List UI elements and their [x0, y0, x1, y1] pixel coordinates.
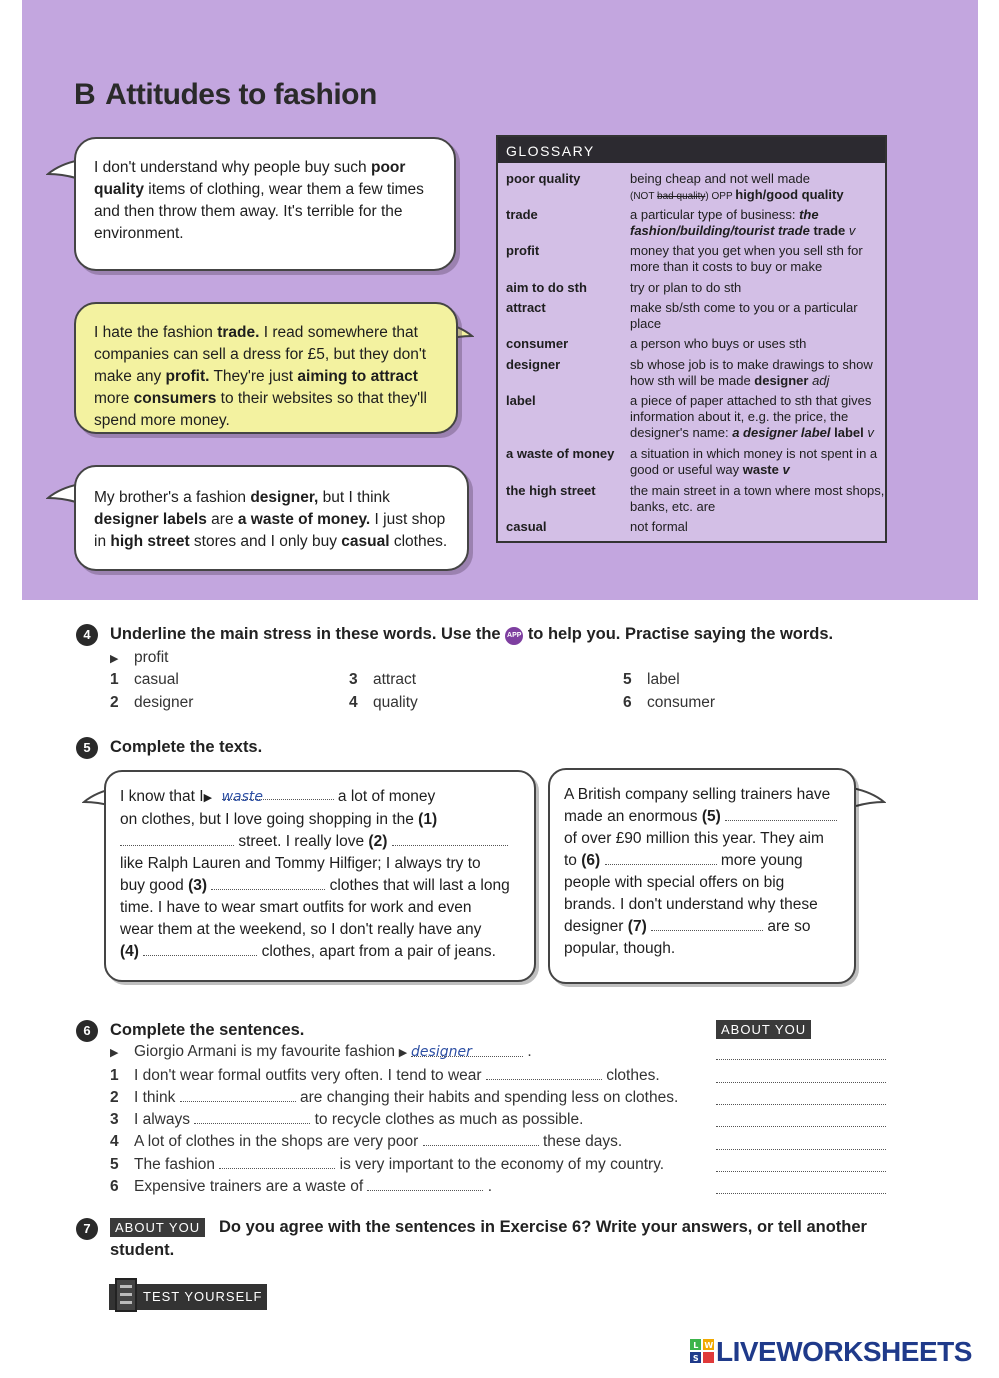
test-yourself-label: TEST YOURSELF — [143, 1289, 263, 1304]
text: time. I have to wear smart outfits for work and even — [120, 899, 472, 916]
exercise-4-number: 4 — [76, 624, 98, 646]
bubble-1-text-1: I don't understand why people buy such — [94, 159, 371, 176]
keyword-designer: designer, — [250, 489, 319, 506]
item-text: is very important to the economy of my country. — [339, 1156, 665, 1173]
item-text: I don't wear formal outfits very often. I tend to wear — [134, 1067, 482, 1084]
keyword-waste-of-money: a waste of money. — [237, 511, 371, 528]
glossary-term: attract — [506, 300, 546, 315]
arrow-icon: ▶ — [110, 653, 119, 665]
glossary-def-text: sb whose job is to make drawings to show how sth will be made — [630, 357, 873, 388]
exercise-4-item — [623, 671, 680, 689]
exercise-6-title: Complete the sentences. — [110, 1021, 305, 1039]
glossary-def-text: a piece of paper attached to sth that gives information about it, e.g. the price, the designer's name: — [630, 393, 872, 440]
glossary-definition — [630, 207, 885, 239]
text: on clothes, but I love going shopping in the — [120, 811, 414, 828]
text: a lot of money — [337, 788, 436, 805]
text: are so — [767, 918, 811, 935]
section-title-text: Attitudes to fashion — [105, 78, 377, 111]
answer-blank-7[interactable] — [651, 917, 763, 931]
bubble-3-text-5: stores and I only buy — [189, 533, 342, 550]
item-number: 4 — [110, 1133, 119, 1150]
glossary-def-bold: high/good quality — [735, 187, 844, 202]
glossary-term: casual — [506, 519, 547, 534]
text: popular, though. — [564, 940, 676, 957]
example-answer: waste — [221, 789, 264, 805]
item-text: Expensive trainers are a waste of — [134, 1178, 364, 1195]
glossary-definition — [630, 446, 885, 478]
item-number: 3 — [349, 671, 358, 688]
keyword-poor-quality: poor quality — [94, 159, 406, 198]
text-box-right — [548, 768, 856, 984]
glossary-definition: try or plan to do sth — [630, 280, 742, 295]
glossary-def-pos: adj — [808, 373, 830, 388]
exercise-5-title: Complete the texts. — [110, 738, 263, 756]
glossary-def-bold: designer — [754, 373, 809, 388]
item-word[interactable]: consumer — [647, 694, 716, 711]
item-text: I think — [134, 1089, 176, 1106]
glossary-term: aim to do sth — [506, 280, 587, 295]
glossary-definition — [630, 171, 885, 205]
speech-bubble-2 — [74, 302, 458, 434]
glossary-def-example: the fashion/building/tourist trade — [630, 207, 819, 238]
section-title — [74, 78, 377, 112]
glossary-definition: money that you get when you sell sth for more than it costs to buy or make — [630, 243, 863, 274]
glossary-definition: a person who buys or uses sth — [630, 336, 807, 351]
gap-number: (6) — [581, 852, 601, 869]
bubble-2-text-5: to their websites so that they'll spend more money. — [94, 390, 427, 429]
glossary-def-example: a designer label — [732, 425, 831, 440]
arrow-icon: ▶ — [203, 792, 213, 804]
text: made an enormous — [564, 808, 698, 825]
glossary-term: designer — [506, 357, 561, 372]
glossary-def-pos: v — [778, 462, 790, 477]
gap-number: (3) — [188, 877, 208, 894]
test-yourself-badge[interactable] — [109, 1284, 267, 1310]
glossary-def-text: being cheap and not well made — [630, 171, 810, 186]
item-text: . — [487, 1178, 493, 1195]
about-you-line[interactable] — [716, 1149, 886, 1150]
item-number: 6 — [110, 1178, 119, 1195]
example-text-end: . — [527, 1043, 532, 1060]
bubble-3-text-3: are — [206, 511, 238, 528]
glossary-definition: the main street in a town where most shops, banks, etc. are — [630, 483, 885, 514]
glossary-term: poor quality — [506, 171, 581, 186]
glossary-definition: make sb/sth come to you or a particular place — [630, 300, 858, 331]
answer-blank[interactable] — [180, 1088, 296, 1102]
glossary-term: the high street — [506, 483, 596, 498]
example-text: Giorgio Armani is my favourite fashion — [134, 1043, 396, 1060]
gap-number: (1) — [418, 811, 438, 828]
exercise-5-number: 5 — [76, 737, 98, 759]
exercise-7-title-line2: student. — [110, 1241, 175, 1259]
about-you-tag: ABOUT YOU — [110, 1218, 205, 1237]
text: wear them at the weekend, so I don't really have any — [120, 921, 482, 938]
glossary-definition: not formal — [630, 519, 688, 534]
answer-blank[interactable] — [486, 1066, 602, 1080]
text: of over £90 million this year. They aim — [564, 830, 824, 847]
bubble-3-text-1: My brother's a fashion — [94, 489, 251, 506]
keyword-designer-labels: designer labels — [94, 511, 207, 528]
bubble-3-text-4: I just shop in — [94, 511, 446, 550]
item-number: 6 — [623, 694, 632, 711]
item-text: to recycle clothes as much as possible. — [314, 1111, 584, 1128]
about-you-line[interactable] — [716, 1059, 886, 1060]
bubble-2-text-4: more — [94, 390, 134, 407]
glossary-term: trade — [506, 207, 538, 222]
exercise-4-title — [110, 625, 833, 645]
item-text: I always — [134, 1111, 190, 1128]
bubble-3-text-2: but I think — [318, 489, 390, 506]
text-box-left — [104, 770, 536, 982]
item-number: 5 — [110, 1156, 119, 1173]
about-you-tag: ABOUT YOU — [716, 1020, 811, 1039]
glossary-def-bold: waste — [742, 462, 779, 477]
svg-text:W: W — [704, 1341, 713, 1350]
bubble-2-text-2: I read somewhere that companies can sell a dress for £5, but they don't make any — [94, 324, 427, 385]
about-you-line[interactable] — [716, 1082, 886, 1083]
glossary-term: consumer — [506, 336, 569, 351]
exercise-6-item — [110, 1066, 660, 1085]
glossary-def-pos: v — [863, 425, 874, 440]
glossary-definition — [630, 393, 885, 441]
item-number: 4 — [349, 694, 358, 711]
about-you-line[interactable] — [716, 1193, 886, 1194]
bubble-3-text-6: clothes. — [389, 533, 448, 550]
exercise-6-item — [110, 1155, 664, 1174]
answer-blank-6[interactable] — [605, 851, 717, 865]
glossary-def-note: (NOT — [630, 191, 658, 202]
gap-number: (7) — [627, 918, 647, 935]
answer-blank-1[interactable] — [120, 832, 234, 846]
text: street. I really love — [238, 833, 365, 850]
text-box-tail-right — [852, 784, 886, 808]
text: people with special offers on big — [564, 874, 785, 891]
text: I know that I — [120, 788, 204, 805]
item-text: The fashion — [134, 1156, 215, 1173]
item-word[interactable]: quality — [373, 694, 418, 711]
exercise-4-item — [110, 671, 179, 689]
glossary-term: label — [506, 393, 536, 408]
text: to — [564, 852, 577, 869]
glossary-def-strike: bad quality — [657, 191, 706, 202]
exercise-4-item — [349, 671, 416, 689]
bubble-2-text-1: I hate the fashion — [94, 324, 218, 341]
item-word[interactable]: designer — [134, 694, 194, 711]
answer-blank-4[interactable] — [143, 942, 257, 956]
arrow-icon: ▶ — [398, 1047, 408, 1059]
exercise-4-item — [349, 694, 418, 712]
keyword-trade: trade. — [217, 324, 260, 341]
answer-blank-2[interactable] — [392, 832, 508, 846]
text: clothes, apart from a pair of jeans. — [261, 943, 496, 960]
text: designer — [564, 918, 624, 935]
glossary-term: a waste of money — [506, 446, 615, 461]
glossary-def-bold: trade — [809, 223, 846, 238]
about-you-line[interactable] — [716, 1104, 886, 1105]
gap-number: (2) — [368, 833, 388, 850]
gap-number: (4) — [120, 943, 139, 960]
item-number: 1 — [110, 1067, 119, 1084]
exercise-4-item — [110, 694, 193, 712]
answer-blank[interactable] — [367, 1177, 483, 1191]
answer-blank-example — [411, 1043, 523, 1060]
text: like Ralph Lauren and Tommy Hilfiger; I always try to — [120, 855, 481, 872]
bubble-2-text-3: They're just — [209, 368, 298, 385]
item-word[interactable]: attract — [373, 671, 417, 688]
item-number: 2 — [110, 1089, 119, 1106]
keyword-casual: casual — [341, 533, 390, 550]
text: clothes that will last a long — [329, 877, 510, 894]
exercise-6-item — [110, 1132, 622, 1151]
page-edge — [978, 0, 999, 1378]
gap-number: (5) — [701, 808, 721, 825]
arrow-icon: ▶ — [110, 1047, 119, 1059]
answer-blank-5[interactable] — [725, 807, 837, 821]
exercise-6-item — [110, 1088, 678, 1107]
glossary-def-bold: label — [830, 425, 864, 440]
section-letter: B — [74, 78, 96, 111]
exercise-4-title-a: Underline the main stress in these words. Use the — [110, 625, 501, 643]
keyword-high-street: high street — [110, 533, 190, 550]
glossary-def-pos: v — [845, 223, 856, 238]
glossary-def-opp: ) OPP — [705, 191, 736, 202]
svg-text:S: S — [692, 1354, 699, 1363]
item-number: 3 — [110, 1111, 119, 1128]
speech-bubble-1 — [74, 137, 456, 271]
about-you-line[interactable] — [716, 1126, 886, 1127]
about-you-line[interactable] — [716, 1171, 886, 1172]
app-icon: APP — [505, 627, 523, 645]
exercise-4-title-b: to help you. Practise saying the words. — [527, 625, 834, 643]
text: buy good — [120, 877, 184, 894]
item-number: 5 — [623, 671, 632, 688]
exercise-6-item — [110, 1177, 492, 1196]
item-word[interactable]: label — [647, 671, 680, 688]
bubble-1-text-2: items of clothing, wear them a few times and then throw them away. It's terrible for the environment. — [94, 181, 424, 242]
answer-blank-3[interactable] — [211, 876, 325, 890]
notebook-icon — [115, 1278, 137, 1312]
speech-bubble-3 — [74, 465, 469, 571]
exercise-7-title: Do you agree with the sentences in Exercise 6? Write your answers, or tell another — [219, 1218, 867, 1236]
logo-cube-icon — [690, 1339, 714, 1363]
item-text: these days. — [542, 1133, 623, 1150]
text: more young — [720, 852, 803, 869]
glossary-definition — [630, 357, 885, 389]
answer-blank-example — [221, 786, 334, 805]
text: A British company selling trainers have — [564, 786, 831, 803]
item-word[interactable]: casual — [134, 671, 179, 688]
answer-blank[interactable] — [194, 1110, 310, 1124]
item-text: are changing their habits and spending less on clothes. — [299, 1089, 679, 1106]
item-number: 2 — [110, 694, 119, 711]
liveworksheets-logo — [690, 1336, 972, 1368]
item-text: clothes. — [606, 1067, 660, 1084]
exercise-4-item — [623, 694, 715, 712]
example-word: profit — [134, 649, 169, 666]
keyword-consumers: consumers — [133, 390, 217, 407]
exercise-6-number: 6 — [76, 1020, 98, 1042]
answer-blank[interactable] — [219, 1155, 335, 1169]
brand-text: LIVEWORKSHEETS — [716, 1336, 972, 1367]
exercise-7-number: 7 — [76, 1218, 98, 1240]
exercise-6-item — [110, 1110, 583, 1129]
glossary-term: profit — [506, 243, 540, 258]
example-answer: designer — [411, 1044, 472, 1060]
text: brands. I don't understand why these — [564, 896, 818, 913]
glossary-def-text: a particular type of business: — [630, 207, 800, 222]
exercise-4-example — [110, 649, 168, 667]
item-number: 1 — [110, 671, 119, 688]
item-text: A lot of clothes in the shops are very poor — [134, 1133, 419, 1150]
glossary-box — [496, 135, 887, 543]
keyword-profit: profit. — [165, 368, 210, 385]
exercise-6-example — [110, 1043, 532, 1061]
svg-text:L: L — [693, 1341, 698, 1350]
glossary-header: GLOSSARY — [498, 137, 885, 163]
answer-blank[interactable] — [423, 1132, 539, 1146]
glossary-def-text: a situation in which money is not spent in a good or useful way — [630, 446, 878, 477]
keyword-aiming-to-attract: aiming to attract — [297, 368, 418, 385]
